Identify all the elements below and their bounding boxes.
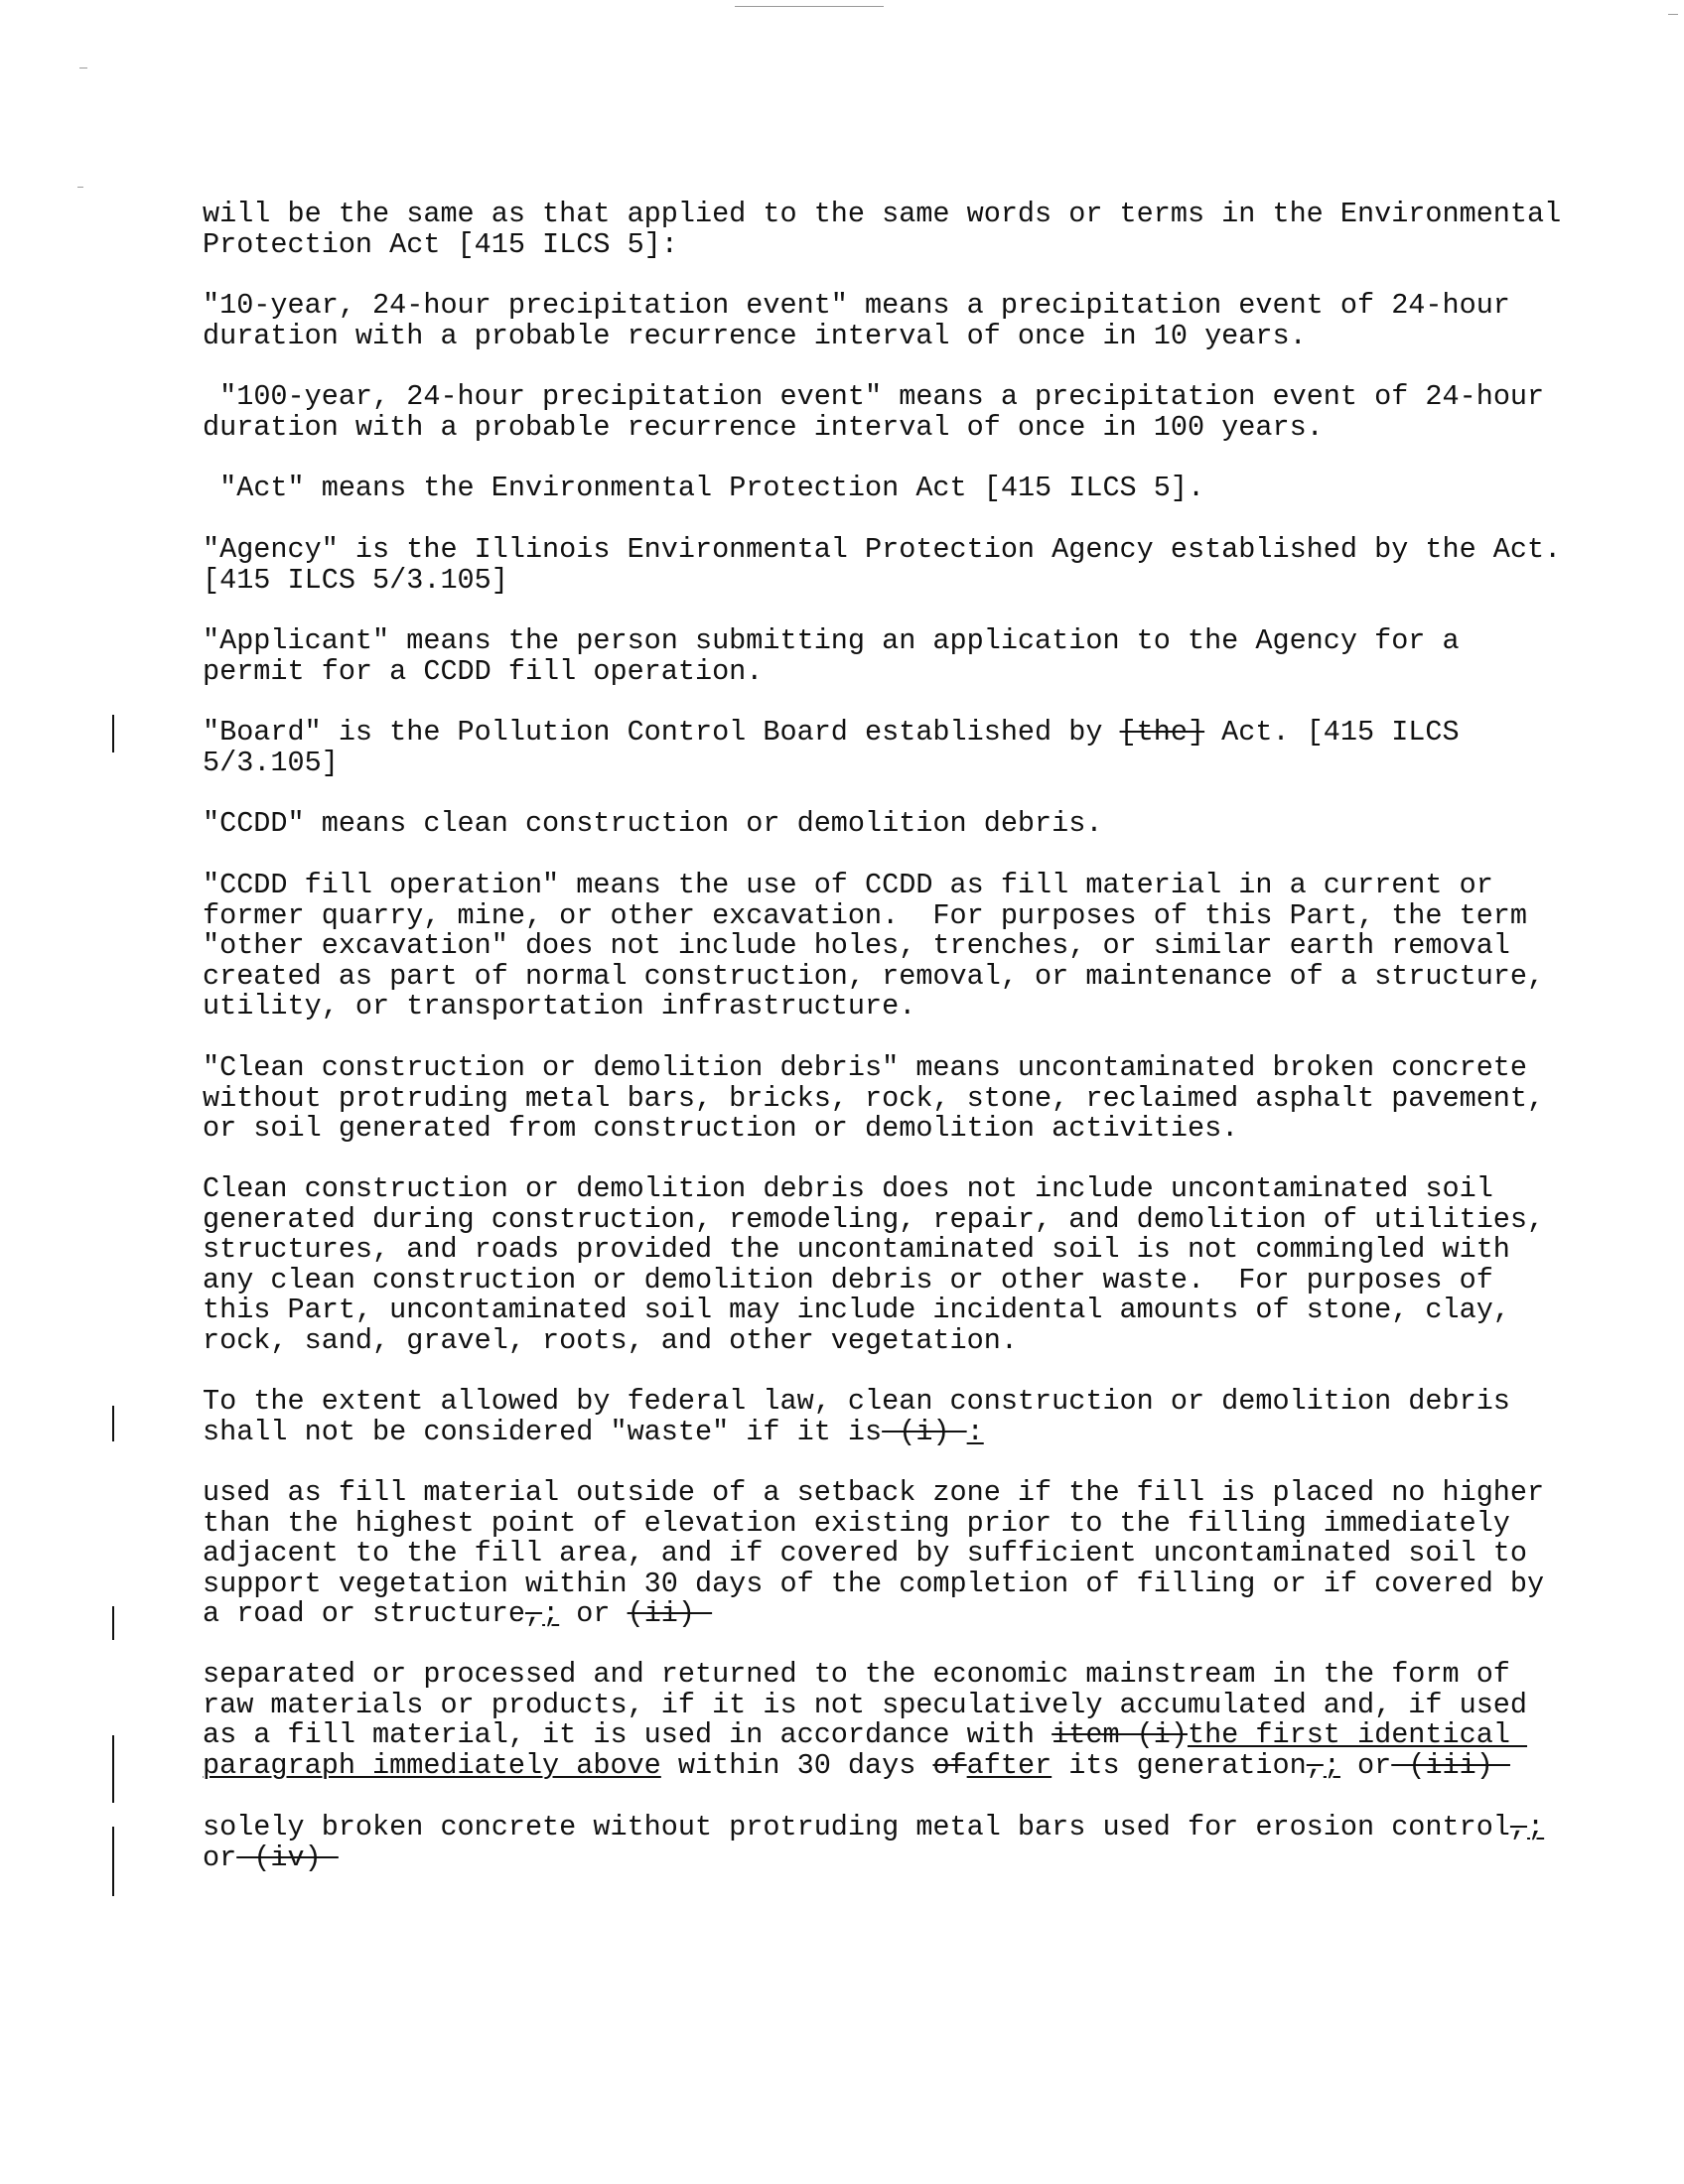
inserted-text: the first identical: [1187, 1718, 1528, 1751]
paragraph-applicant-definition: [203, 626, 1593, 687]
inserted-text: paragraph immediately above: [203, 1748, 661, 1782]
text-segment: or: [203, 1841, 237, 1874]
text-line: than the highest point of elevation existing prior to the filling immediately: [203, 1506, 1510, 1540]
paragraph-100-year-definition: [203, 382, 1593, 443]
text-line: "other excavation" does not include holes, trenches, or similar earth removal: [203, 929, 1510, 962]
change-bar-board: [112, 715, 114, 752]
inserted-text: ;: [1527, 1811, 1545, 1843]
scan-speck-left-2: [77, 187, 83, 188]
text-segment: or: [1339, 1748, 1392, 1782]
text-line: To the extent allowed by federal law, clean construction or demolition debris: [203, 1385, 1510, 1418]
text-line: "Applicant" means the person submitting an application to the Agency for a: [203, 624, 1460, 657]
text-line: will be the same as that applied to the same words or terms in the Environmental: [203, 198, 1562, 230]
text-line: without protruding metal bars, bricks, rock, stone, reclaimed asphalt pavement,: [203, 1081, 1545, 1115]
text-line: this Part, uncontaminated soil may include incidental amounts of stone, clay,: [203, 1294, 1510, 1326]
text-segment: a road or structure: [203, 1597, 525, 1630]
text-line: generated during construction, remodeling, repair, and demolition of utilities,: [203, 1202, 1545, 1236]
text-line: separated or processed and returned to the economic mainstream in the form of: [203, 1658, 1510, 1691]
text-line: or soil generated from construction or demolition activities.: [203, 1112, 1239, 1145]
text-line: support vegetation within 30 days of the completion of filling or if covered by: [203, 1567, 1545, 1600]
text-segment: as a fill material, it is used in accordance with: [203, 1718, 1052, 1751]
deleted-text: [the]: [1119, 716, 1205, 749]
change-bar-federal: [112, 1406, 114, 1441]
inserted-text: ;: [542, 1597, 560, 1630]
inserted-text: :: [966, 1415, 984, 1448]
paragraph-clean-debris-definition: [203, 1053, 1593, 1145]
change-bar-used-fill: [112, 1606, 114, 1640]
text-segment: within 30 days: [660, 1748, 933, 1782]
inserted-text: ;: [1323, 1748, 1340, 1782]
text-line: adjacent to the fill area, and if covered by sufficient uncontaminated soil to: [203, 1537, 1528, 1570]
paragraph-federal-law: [203, 1387, 1593, 1447]
text-segment: its generation: [1052, 1748, 1307, 1782]
text-segment: or: [559, 1597, 628, 1630]
text-line: "Clean construction or demolition debris" means uncontaminated broken concrete: [203, 1051, 1528, 1084]
text-line: [203, 1748, 1593, 1782]
text-line: "CCDD" means clean construction or demolition debris.: [203, 807, 1103, 840]
text-segment: "Board" is the Pollution Control Board established by: [203, 716, 1120, 749]
text-line: raw materials or products, if it is not speculatively accumulated and, if used: [203, 1688, 1528, 1721]
text-segment: shall not be considered "waste" if it is: [203, 1415, 883, 1448]
deleted-text: ,: [524, 1597, 543, 1630]
paragraph-solely-broken-concrete: [203, 1813, 1593, 1873]
text-line: permit for a CCDD fill operation.: [203, 654, 764, 688]
text-line: Clean construction or demolition debris does not include uncontaminated soil: [203, 1172, 1493, 1205]
text-segment: Act. [415 ILCS: [1204, 716, 1460, 749]
deleted-text: (i): [882, 1415, 967, 1448]
text-line: [203, 1599, 1593, 1630]
paragraph-intro: [203, 200, 1593, 260]
text-line: former quarry, mine, or other excavation. For purposes of this Part, the term: [203, 898, 1528, 932]
text-line: "Act" means the Environmental Protection Act [415 ILCS 5].: [203, 472, 1205, 504]
deleted-text: ,: [1306, 1748, 1324, 1782]
text-line: rock, sand, gravel, roots, and other vegetation.: [203, 1323, 1018, 1357]
deleted-text: (iv): [236, 1841, 339, 1874]
deleted-text: item (i): [1052, 1718, 1188, 1751]
text-line: [203, 1415, 1593, 1448]
text-line: duration with a probable recurrence interval of once in 100 years.: [203, 410, 1324, 444]
text-line: "CCDD fill operation" means the use of CCDD as fill material in a current or: [203, 869, 1493, 901]
text-line: "100-year, 24-hour precipitation event" means a precipitation event of 24-hour: [203, 380, 1545, 413]
deleted-text: (ii): [627, 1597, 713, 1630]
text-line: [415 ILCS 5/3.105]: [203, 563, 508, 597]
text-line: [203, 1843, 1593, 1874]
deleted-text: (iii): [1391, 1748, 1510, 1782]
paragraph-separated-or-processed: [203, 1660, 1593, 1781]
text-line: "Agency" is the Illinois Environmental Protection Agency established by the Act.: [203, 533, 1562, 566]
text-line: [203, 1813, 1593, 1843]
text-line: created as part of normal construction, removal, or maintenance of a structure,: [203, 959, 1545, 993]
text-line: used as fill material outside of a setback zone if the fill is placed no higher: [203, 1476, 1545, 1509]
change-bar-separated: [112, 1735, 114, 1803]
text-line: any clean construction or demolition debris or other waste. For purposes of: [203, 1263, 1493, 1297]
text-line: Protection Act [415 ILCS 5]:: [203, 227, 678, 261]
paragraph-10-year-definition: [203, 291, 1593, 351]
paragraph-used-as-fill: [203, 1478, 1593, 1630]
paragraph-ccdd-definition: [203, 809, 1593, 840]
text-line: duration with a probable recurrence interval of once in 10 years.: [203, 319, 1307, 352]
text-line: "10-year, 24-hour precipitation event" means a precipitation event of 24-hour: [203, 289, 1510, 322]
text-line: utility, or transportation infrastructure.: [203, 990, 916, 1023]
text-segment: solely broken concrete without protruding metal bars used for erosion control: [203, 1811, 1510, 1843]
paragraph-board-definition: [203, 718, 1593, 778]
paragraph-debris-exclusion: [203, 1174, 1593, 1356]
paragraph-fill-operation-definition: [203, 871, 1593, 1023]
text-line: 5/3.105]: [203, 746, 339, 779]
paragraph-act-definition: [203, 474, 1593, 504]
deleted-text: of: [932, 1748, 967, 1782]
text-line: [203, 1720, 1593, 1751]
deleted-text: ,: [1509, 1811, 1528, 1843]
text-line: [203, 718, 1593, 749]
text-line: structures, and roads provided the uncontaminated soil is not commingled with: [203, 1233, 1510, 1266]
change-bar-solely: [112, 1827, 114, 1896]
scan-speck-top: [735, 6, 884, 7]
paragraph-agency-definition: [203, 535, 1593, 596]
scan-speck-right: [1668, 14, 1678, 15]
inserted-text: after: [966, 1748, 1052, 1782]
